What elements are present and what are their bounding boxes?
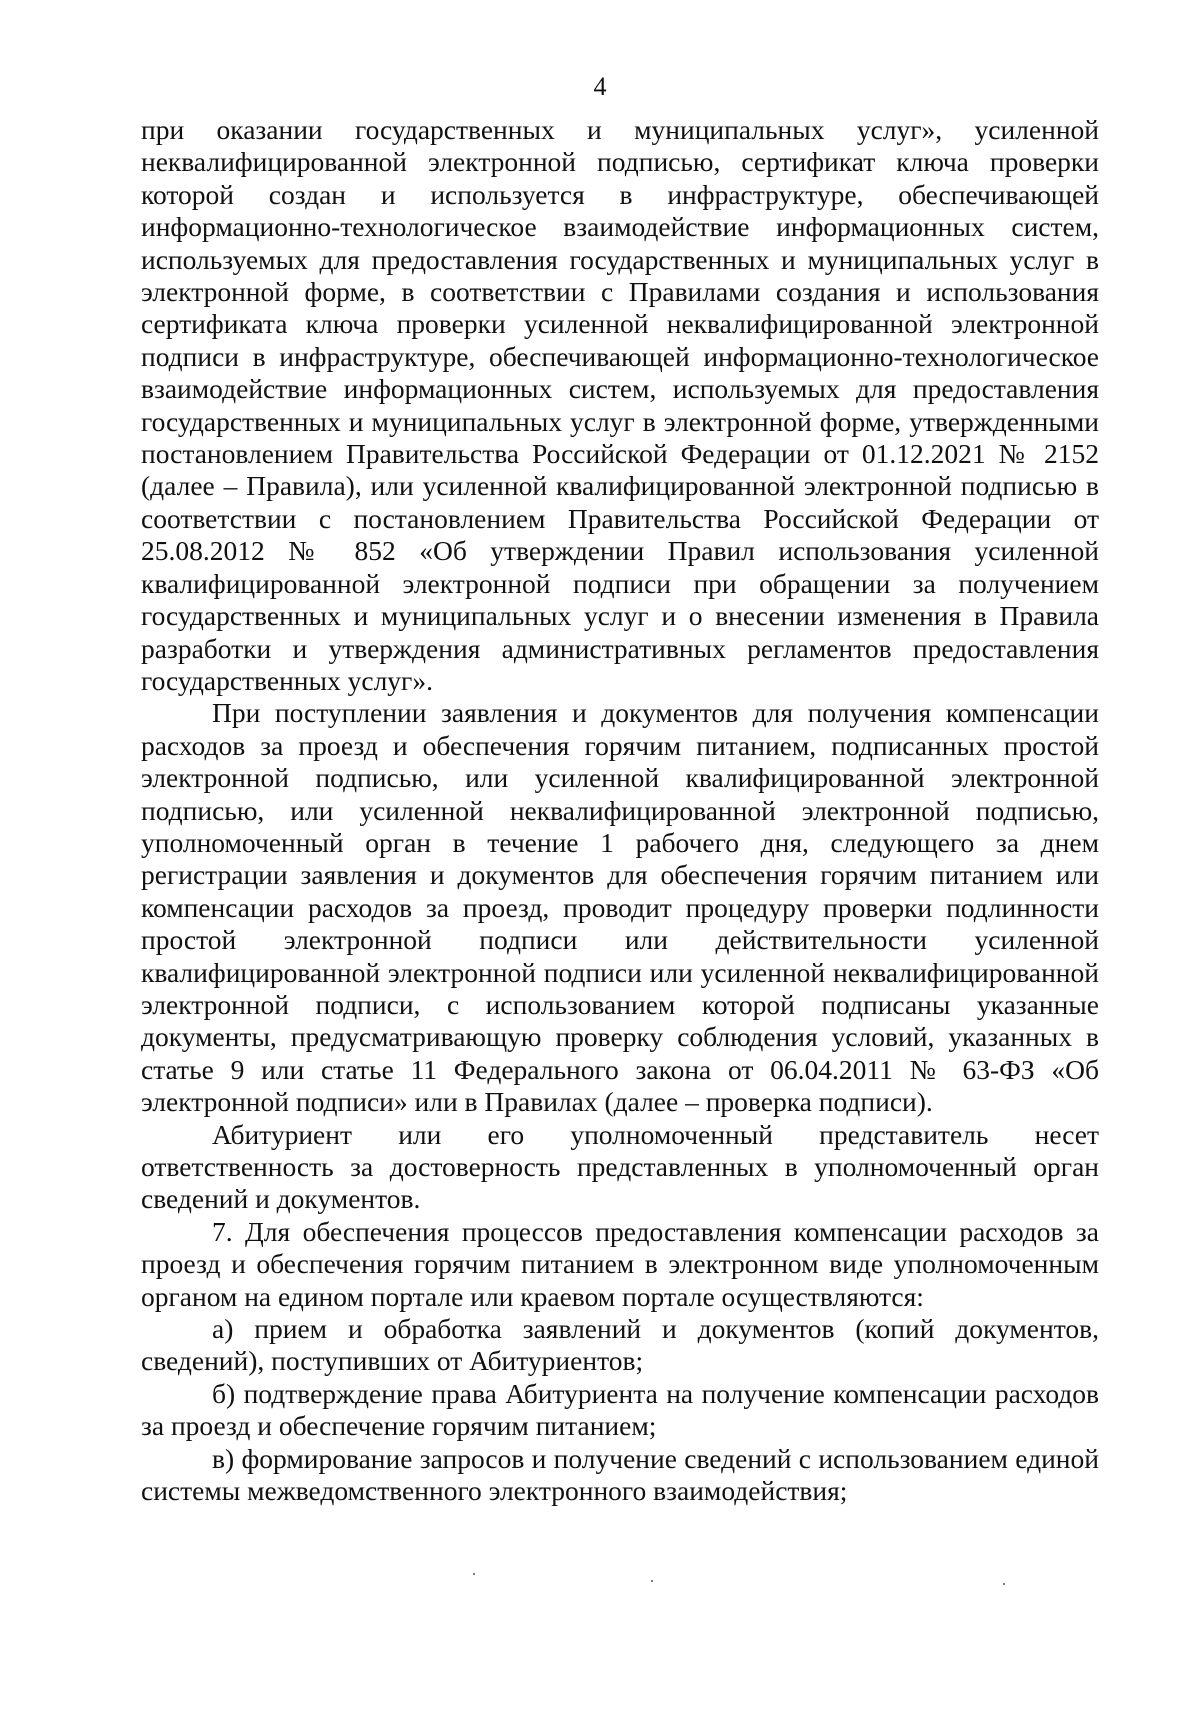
- paragraph-subitem-b: б) подтверждение права Абитуриента на получение компенсации расходов за проезд и обеспечение горячим питанием;: [141, 1377, 1099, 1442]
- paragraph-subitem-c: в) формирование запросов и получение сведений с использованием единой системы межведомственного электронного взаимодействия;: [141, 1442, 1099, 1507]
- scan-speck: [1003, 1583, 1005, 1585]
- paragraph-continuation: при оказании государственных и муниципальных услуг», усиленной неквалифицированной электронной подписью, сертификат ключа проверки которой создан и используется в инфраструктуре, обеспечивающей информационно-технологическое взаимодействие информационных систем, используемых для предоставления государственных и муниципальных услуг в электронной форме, в соответствии с Правилами создания и использования сертификата ключа проверки усиленной неквалифицированной электронной подписи в инфраструктуре, обеспечивающей информационно-технологическое взаимодействие информационных систем, используемых для предоставления государственных и муниципальных услуг в электронной форме, утвержденными постановлением Правительства Российской Федерации от 01.12.2021 № 2152 (далее – Правила), или усиленной квалифицированной электронной подписью в соответствии с постановлением Правительства Российской Федерации от 25.08.2012 № 852 «Об утверждении Правил использования усиленной квалифицированной электронной подписи при обращении за получением государственных и муниципальных услуг и о внесении изменения в Правила разработки и утверждения административных регламентов предоставления государственных услуг».: [141, 114, 1099, 696]
- paragraph-item-7: 7. Для обеспечения процессов предоставления компенсации расходов за проезд и обеспечения горячим питанием в электронном виде уполномоченным органом на едином портале или краевом портале осуществляются:: [141, 1215, 1099, 1312]
- paragraph-applicant-responsibility: Абитуриент или его уполномоченный представитель несет ответственность за достоверность представленных в уполномоченный орган сведений и документов.: [141, 1118, 1099, 1215]
- paragraph-subitem-a: а) прием и обработка заявлений и документов (копий документов, сведений), поступивших от Абитуриентов;: [141, 1313, 1099, 1377]
- page-number: 4: [593, 72, 607, 101]
- scan-speck: [651, 1580, 653, 1582]
- scan-speck: [473, 1573, 475, 1575]
- paragraph-signature-verification: При поступлении заявления и документов для получения компенсации расходов за проезд и обеспечения горячим питанием, подписанных простой электронной подписью, или усиленной квалифицированной электронной подписью, или усиленной неквалифицированной электронной подписью, уполномоченный орган в течение 1 рабочего дня, следующего за днем регистрации заявления и документов для обеспечения горячим питанием или компенсации расходов за проезд, проводит процедуру проверки подлинности простой электронной подписи или действительности усиленной квалифицированной электронной подписи или усиленной неквалифицированной электронной подписи, с использованием которой подписаны указанные документы, предусматривающую проверку соблюдения условий, указанных в статье 9 или статье 11 Федерального закона от 06.04.2011 № 63-ФЗ «Об электронной подписи» или в Правилах (далее – проверка подписи).: [141, 697, 1099, 1118]
- document-body: [141, 114, 1099, 1507]
